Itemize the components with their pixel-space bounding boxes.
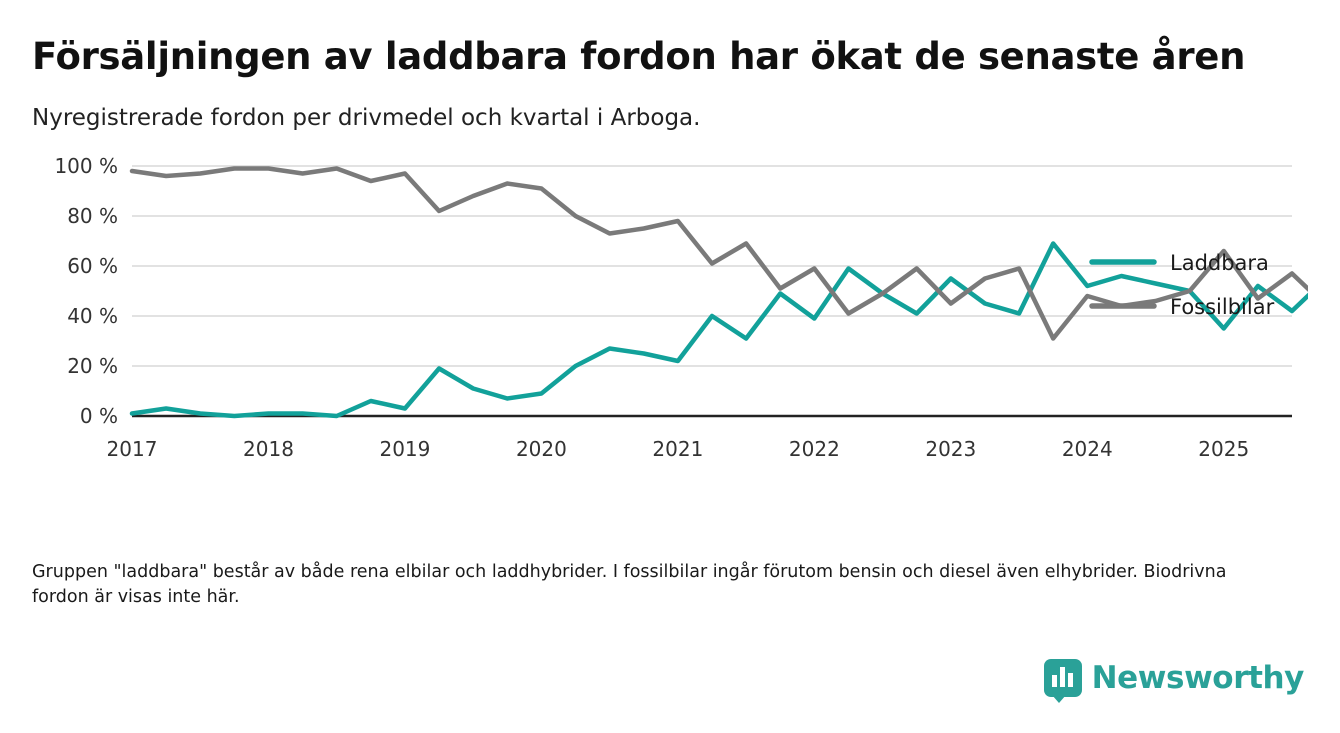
x-axis-tick-label: 2025	[1198, 437, 1250, 462]
legend-label-laddbara: Laddbara	[1170, 251, 1269, 276]
x-axis-tick-label: 2024	[1061, 437, 1113, 462]
chart-footnote: Gruppen "laddbara" består av både rena elbilar och laddhybrider. I fossilbilar ingår förutom bensin och diesel även elhybrider. Biodrivna fordon är visas inte här.	[32, 562, 1227, 608]
x-axis-tick-label: 2019	[379, 437, 431, 462]
brand-logo	[1044, 659, 1304, 697]
x-axis-tick-label: 2022	[788, 437, 840, 462]
page-subtitle: Nyregistrerade fordon per drivmedel och kvartal i Arboga.	[32, 104, 701, 131]
x-axis-tick-label: 2021	[652, 437, 704, 462]
y-axis-tick-label: 60 %	[67, 254, 118, 279]
x-axis-tick-label: 2020	[515, 437, 567, 462]
y-axis-tick-label: 0 %	[79, 404, 118, 429]
y-axis-tick-label: 80 %	[67, 204, 118, 229]
x-axis-tick-label: 2017	[106, 437, 158, 462]
bar-chart-bubble-icon	[1044, 659, 1082, 697]
line-chart	[32, 154, 1308, 484]
series-line-laddbara	[132, 244, 1308, 417]
x-axis-tick-label: 2018	[243, 437, 294, 462]
brand-name: Newsworthy	[1091, 660, 1304, 696]
y-axis-tick-label: 40 %	[67, 304, 118, 329]
legend-label-fossilbilar: Fossilbilar	[1170, 295, 1275, 320]
y-axis-tick-label: 20 %	[67, 354, 118, 379]
x-axis-tick-label: 2023	[925, 437, 977, 462]
chart-container	[32, 154, 1308, 484]
y-axis-tick-label: 100 %	[54, 154, 118, 179]
page-title: Försäljningen av laddbara fordon har ökat de senaste åren	[32, 35, 1246, 78]
series-line-fossilbilar	[132, 169, 1308, 339]
